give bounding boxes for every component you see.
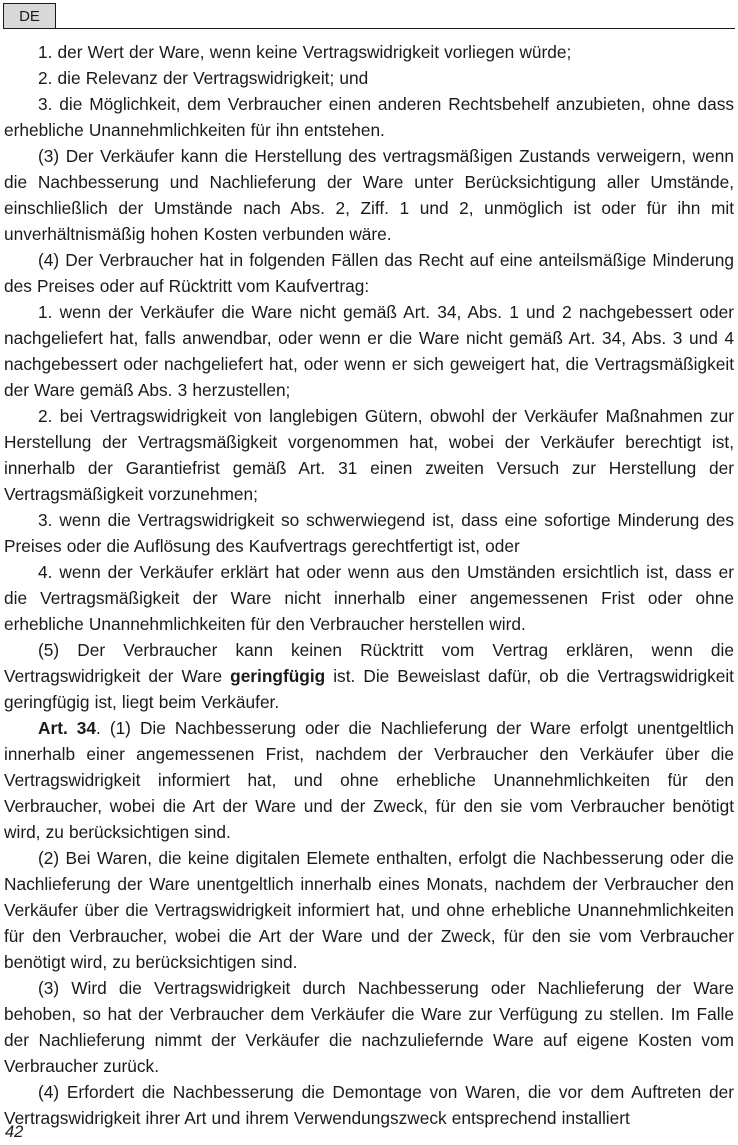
- paragraph: [4, 403, 734, 507]
- paragraph-text: 1. wenn der Verkäufer die Ware nicht gemäß Art. 34, Abs. 1 und 2 nachgebessert oder nachgeliefert hat, falls anwendbar, oder wenn er die Ware nicht gemäß Art. 34, Abs. 3 und 4 nachgebessert oder nachgeliefert hat, oder wenn er sich geweigert hat, die Vertragsmäßigkeit der Ware gemäß Abs. 3 herzustellen;: [4, 302, 734, 400]
- paragraph: [4, 91, 734, 143]
- paragraph: [4, 975, 734, 1079]
- paragraph-text: 4. wenn der Verkäufer erklärt hat oder wenn aus den Umständen ersichtlich ist, dass er die Vertragsmäßigkeit der Ware nicht innerhalb einer angemessenen Frist oder ohne erhebliche Unannehmlichkeiten für den Verbraucher herstellen wird.: [4, 562, 734, 634]
- paragraph: [4, 1079, 734, 1131]
- paragraph-text: 3. wenn die Vertragswidrigkeit so schwerwiegend ist, dass eine sofortige Minderung des Preises oder die Auflösung des Kaufvertrags gerechtfertigt ist, oder: [4, 510, 734, 556]
- paragraph-text: 3. die Möglichkeit, dem Verbraucher einen anderen Rechtsbehelf anzubieten, ohne dass erhebliche Unannehmlichkeiten für ihn entstehen.: [4, 94, 734, 140]
- paragraph-text: (2) Bei Waren, die keine digitalen Elemete enthalten, erfolgt die Nachbesserung oder die Nachlieferung der Ware unentgeltlich innerhalb eines Monats, nachdem der Verbraucher den Verkäufer über die Vertragswidrigkeit informiert hat, und ohne erhebliche Unannehmlichkeiten für den Verbraucher, wobei die Art der Ware und der Zweck, für den sie vom Verbraucher benötigt wird, zu berücksichtigen sind.: [4, 848, 734, 972]
- document-body: [4, 39, 734, 1131]
- page-header: [0, 0, 738, 30]
- paragraph: [4, 845, 734, 975]
- paragraph: [4, 247, 734, 299]
- paragraph-text: (3) Der Verkäufer kann die Herstellung des vertragsmäßigen Zustands verweigern, wenn die Nachbesserung und Nachlieferung der Ware unter Berücksichtigung aller Umstände, einschließlich der Umstände nach Abs. 2, Ziff. 1 und 2, unmöglich ist oder für ihn mit unverhältnismäßig hohen Kosten verbunden wäre.: [4, 146, 734, 244]
- page-number: 42: [5, 1123, 24, 1141]
- paragraph: [4, 143, 734, 247]
- paragraph-text: . (1) Die Nachbesserung oder die Nachlieferung der Ware erfolgt unentgeltlich innerhalb einer angemessenen Frist, nachdem der Verbraucher den Verkäufer über die Vertragswidrigkeit informiert hat, und ohne erhebliche Unannehmlichkeiten für den Verbraucher, wobei die Art der Ware und der Zweck, für den sie vom Verbraucher benötigt wird, zu berücksichtigen sind.: [4, 718, 734, 842]
- paragraph-text: 2. bei Vertragswidrigkeit von langlebigen Gütern, obwohl der Verkäufer Maßnahmen zur Herstellung der Vertragsmäßigkeit vorgenommen hat, wobei der Verkäufer berechtigt ist, innerhalb der Garantiefrist gemäß Art. 31 einen zweiten Versuch zur Herstellung der Vertragsmäßigkeit vorzunehmen;: [4, 406, 734, 504]
- paragraph-text: (5) Der Verbraucher kann keinen Rücktritt vom Vertrag erklären, wenn die Vertragswidrigkeit der Ware: [4, 640, 734, 686]
- paragraph-text: 2. die Relevanz der Vertragswidrigkeit; und: [38, 68, 369, 88]
- paragraph-bold-text: geringfügig: [230, 666, 326, 686]
- paragraph-text: 1. der Wert der Ware, wenn keine Vertragswidrigkeit vorliegen würde;: [38, 42, 572, 62]
- language-tab-de[interactable]: DE: [3, 3, 56, 29]
- paragraph: [4, 637, 734, 715]
- header-rule: [3, 28, 735, 29]
- paragraph: [4, 39, 734, 65]
- paragraph-bold-text: Art. 34: [38, 718, 96, 738]
- paragraph-text: (3) Wird die Vertragswidrigkeit durch Nachbesserung oder Nachlieferung der Ware behoben, so hat der Verbraucher dem Verkäufer die Ware zur Verfügung zu stellen. Im Falle der Nachlieferung nimmt der Verkäufer die nachzuliefernde Ware auf eigene Kosten vom Verbraucher zurück.: [4, 978, 734, 1076]
- paragraph-text: (4) Erfordert die Nachbesserung die Demontage von Waren, die vor dem Auftreten der Vertragswidrigkeit ihrer Art und ihrem Verwendungszweck entsprechend installiert: [4, 1082, 734, 1128]
- paragraph: [4, 299, 734, 403]
- paragraph: [4, 715, 734, 845]
- paragraph: [4, 507, 734, 559]
- paragraph-text: ist. Die Beweislast dafür, ob die Vertragswidrigkeit geringfügig ist, liegt beim Verkäufer.: [4, 666, 734, 712]
- paragraph: [4, 559, 734, 637]
- paragraph: [4, 65, 734, 91]
- paragraph-text: (4) Der Verbraucher hat in folgenden Fällen das Recht auf eine anteilsmäßige Minderung des Preises oder auf Rücktritt vom Kaufvertrag:: [4, 250, 734, 296]
